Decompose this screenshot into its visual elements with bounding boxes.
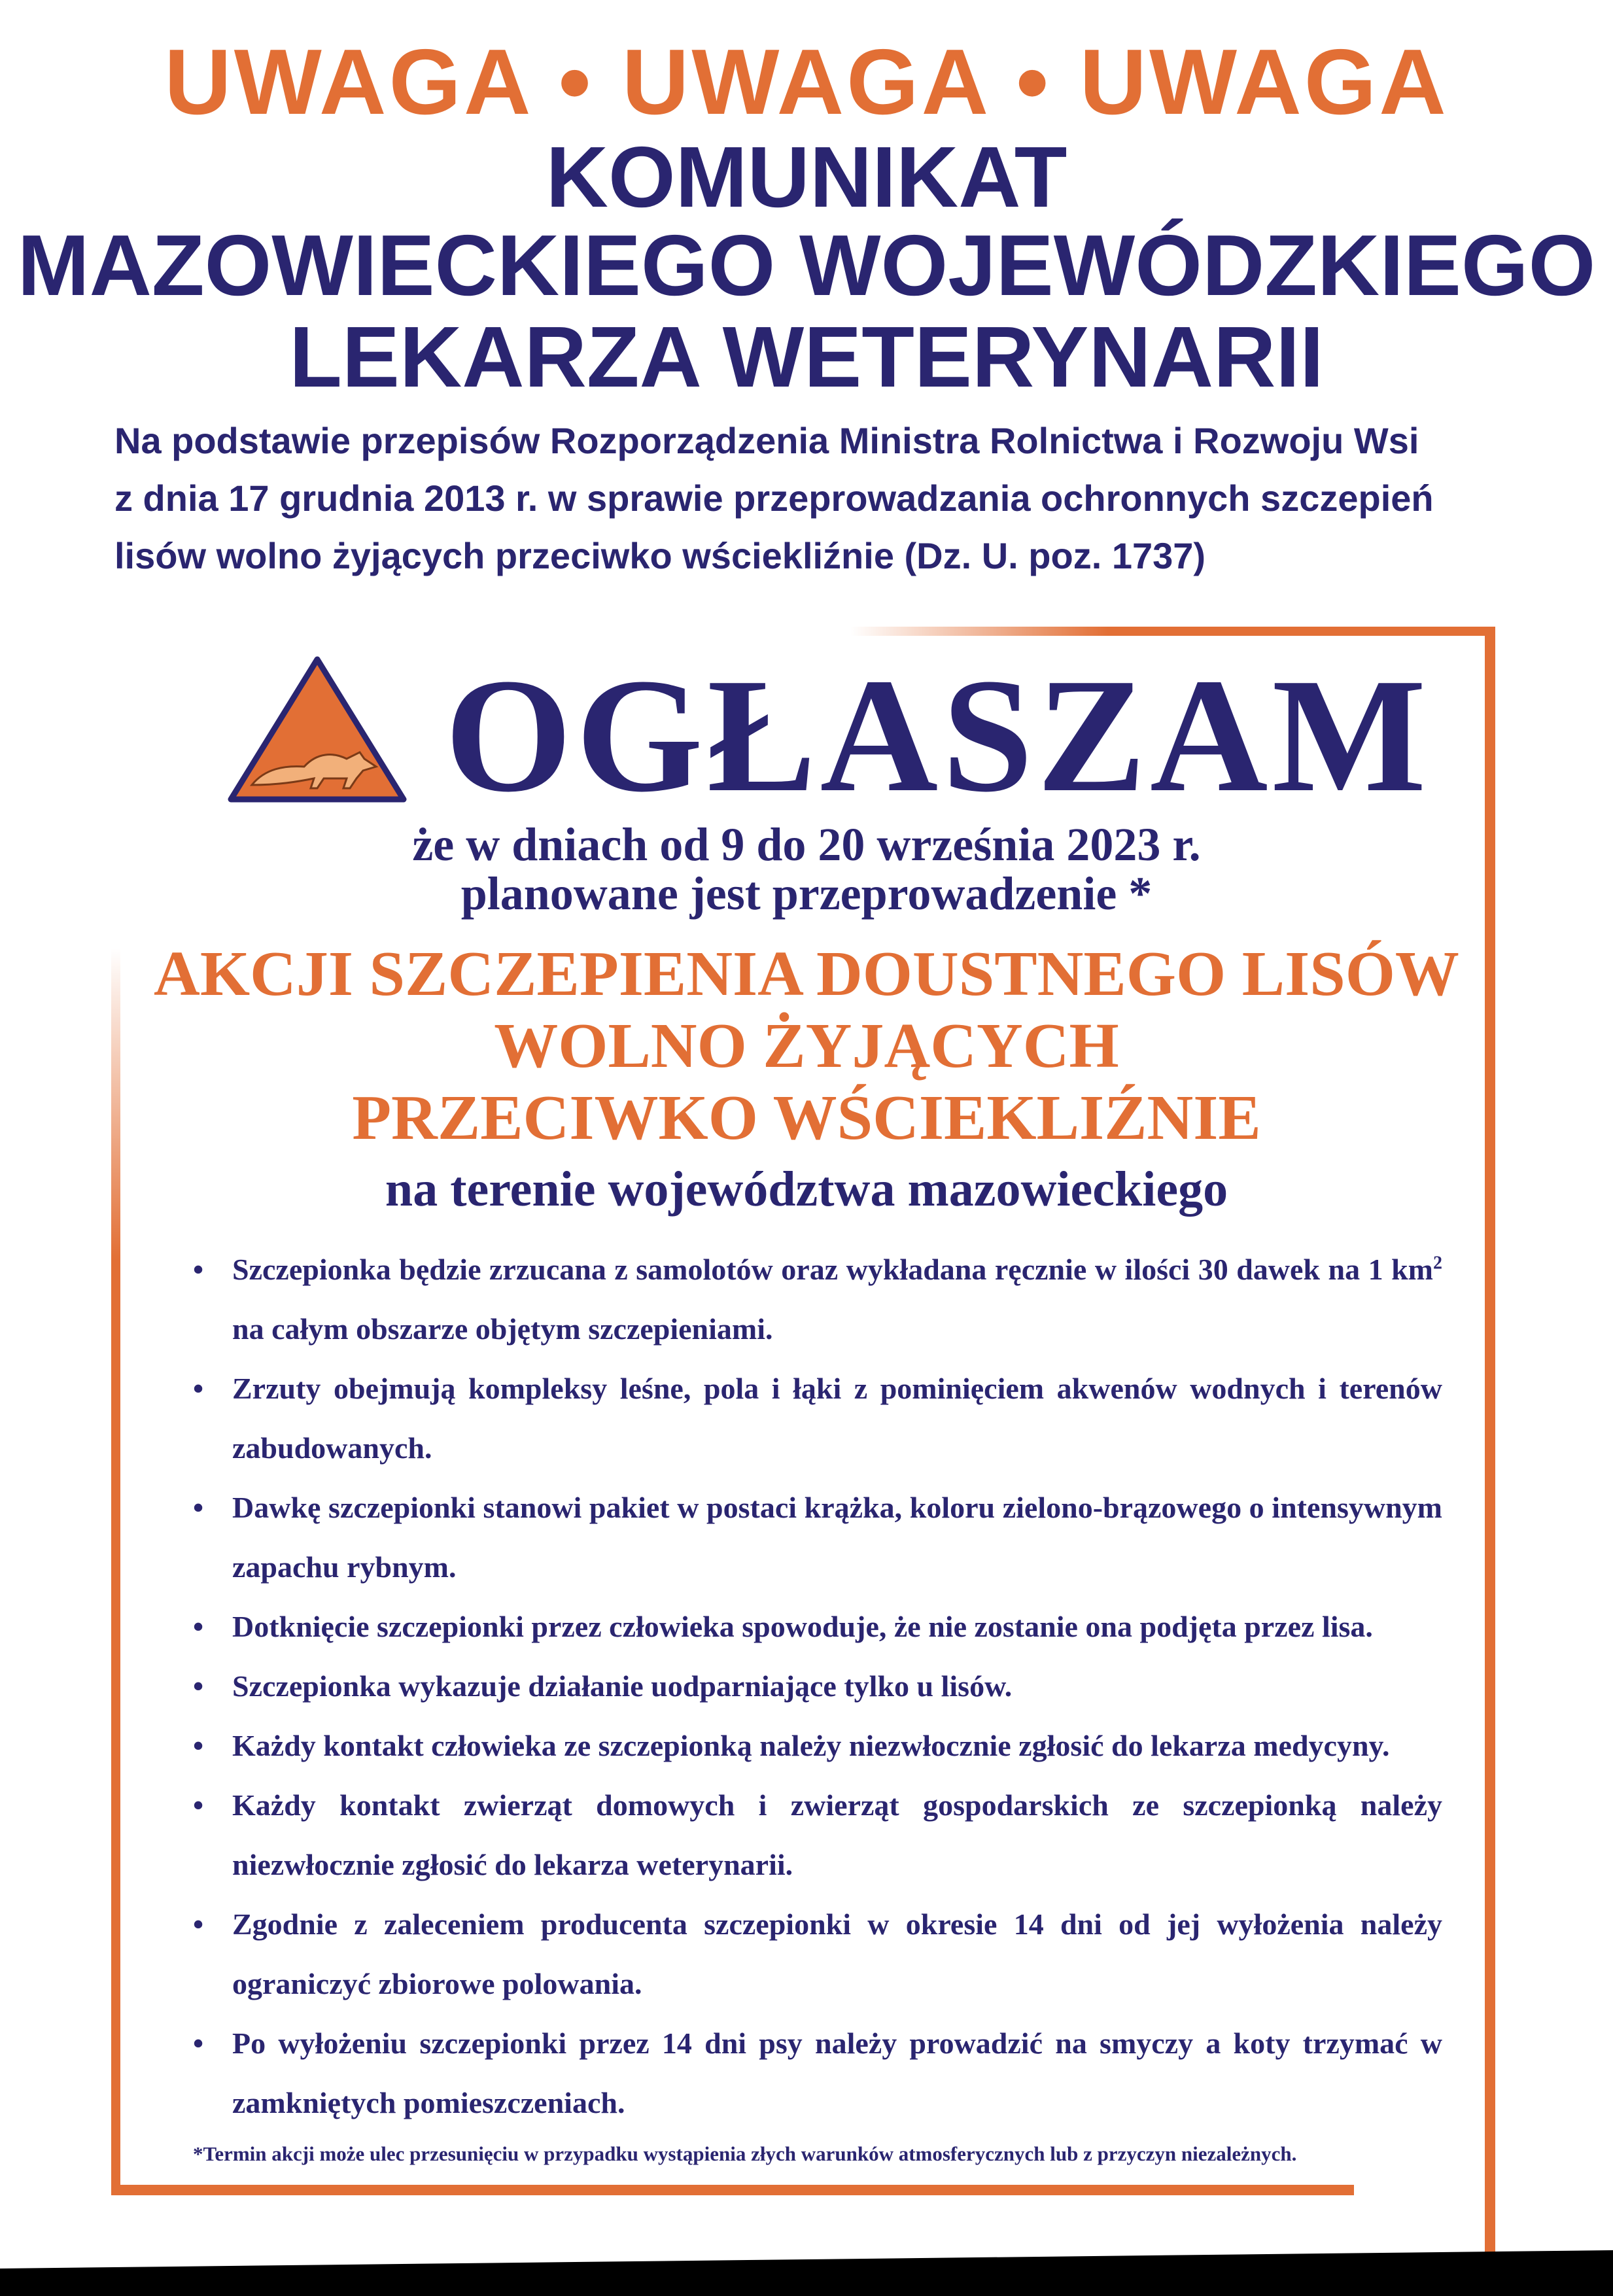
header-uwaga: UWAGA • UWAGA • UWAGA (164, 30, 1449, 134)
list-item: • Każdy kontakt człowieka ze szczepionką należy niezwłocznie zgłosić do lekarza medycyny. (193, 1716, 1442, 1775)
header-authority-line: MAZOWIECKIEGO WOJEWÓDZKIEGO (17, 217, 1596, 313)
header-authority-title: LEKARZA WETERYNARII (289, 309, 1324, 405)
list-item: • Po wyłożeniu szczepionki przez 14 dni psy należy prowadzić na smyczy a koty trzymać w zamkniętych pomieszczeniach. (193, 2013, 1442, 2132)
list-item: • Zrzuty obejmują kompleksy leśne, pola i łąki z pominięciem akwenów wodnych i terenów zabudowanych. (193, 1359, 1442, 1478)
legal-basis-line: Na podstawie przepisów Rozporządzenia Ministra Rolnictwa i Rozwoju Wsi (114, 420, 1419, 461)
scan-edge (0, 2250, 1613, 2296)
announcement-dates: że w dniach od 9 do 20 września 2023 r. (412, 818, 1201, 871)
list-item-text: Szczepionka będzie zrzucana z samolotów oraz wykładana ręcznie w ilości 30 dawek na 1 km (232, 1253, 1433, 1286)
list-item: • Dotknięcie szczepionki przez człowieka spowoduje, że nie zostanie ona podjęta przez lisa. (193, 1597, 1442, 1656)
superscript: 2 (1433, 1253, 1442, 1274)
list-item-text: na całym obszarze objętym szczepieniami. (232, 1312, 773, 1346)
header-komunikat: KOMUNIKAT (546, 129, 1067, 225)
fox-warning-triangle-icon (226, 654, 409, 805)
announcement-planned: planowane jest przeprowadzenie * (460, 867, 1153, 920)
announcement-title: OGŁASZAM (445, 645, 1431, 826)
footnote: *Termin akcji może ulec przesunięciu w przypadku wystąpienia złych warunków atmosferycznych lub z przyczyn niezależnych. (193, 2142, 1297, 2165)
list-item: • Zgodnie z zaleceniem producenta szczepionki w okresie 14 dni od jej wyłożenia należy ograniczyć zbiorowe polowania. (193, 1894, 1442, 2013)
action-title-line: WOLNO ŻYJĄCYCH (494, 1011, 1119, 1081)
list-item: • Każdy kontakt zwierząt domowych i zwierząt gospodarskich ze szczepionką należy niezwłocznie zgłosić do lekarza weterynarii. (193, 1775, 1442, 1894)
frame-bottom-border (111, 2185, 1354, 2195)
announcement-area: na terenie województwa mazowieckiego (385, 1162, 1228, 1217)
legal-basis (114, 412, 1527, 585)
legal-basis-line: z dnia 17 grudnia 2013 r. w sprawie przeprowadzania ochronnych szczepień (114, 478, 1434, 519)
list-item (193, 1240, 1442, 1359)
frame-top-border (850, 627, 1495, 636)
action-title-line: PRZECIWKO WŚCIEKLIŹNIE (352, 1083, 1261, 1153)
list-item: • Dawkę szczepionki stanowi pakiet w postaci krążka, koloru zielono-brązowego o intensywnym zapachu rybnym. (193, 1478, 1442, 1597)
list-item: • Szczepionka wykazuje działanie uodparniające tylko u lisów. (193, 1656, 1442, 1716)
instructions-list (193, 1240, 1442, 2132)
legal-basis-line: lisów wolno żyjących przeciwko wściekliźnie (Dz. U. poz. 1737) (114, 535, 1206, 576)
action-title-line: AKCJI SZCZEPIENIA DOUSTNEGO LISÓW (154, 939, 1459, 1009)
